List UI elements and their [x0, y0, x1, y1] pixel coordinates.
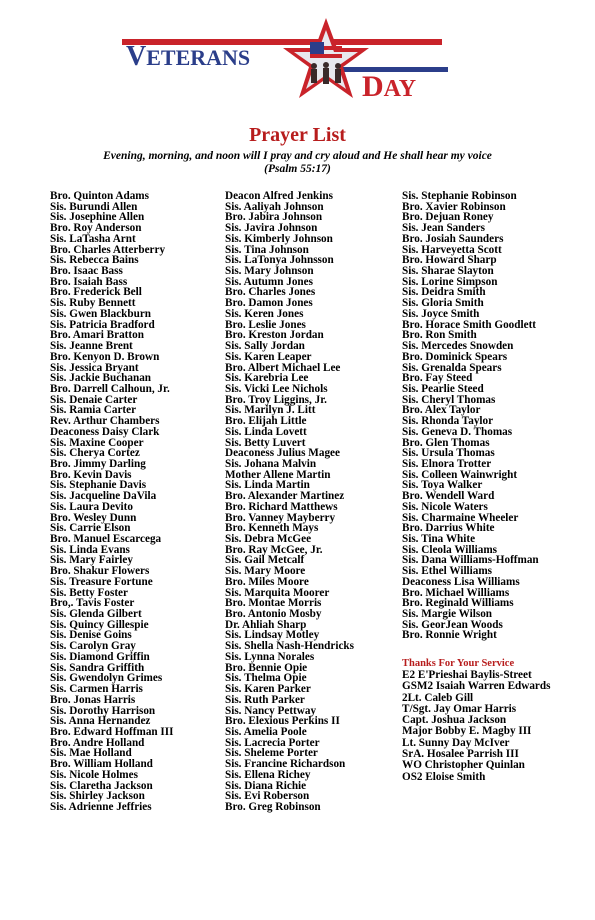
list-item: Sis. Grenalda Spears [402, 361, 502, 374]
prayer-list-column-2 [225, 191, 354, 813]
list-item: Bro. Darrius White [402, 522, 495, 535]
list-item: Sis. Ruby Bennett [50, 297, 136, 310]
logo-word-veterans-rest: ETERANS [146, 45, 251, 70]
list-item: Sis. Mercedes Snowden [402, 340, 514, 353]
list-item: Sis. Linda Lovett [225, 425, 307, 438]
list-item: Sis. Anna Hernandez [50, 715, 151, 728]
list-item: Sis. Margie Wilson [402, 608, 493, 621]
list-item: Bro. Jabira Johnson [225, 211, 323, 224]
list-item: Bro. Fay Steed [402, 372, 473, 385]
list-item: Bro. Reginald Williams [402, 597, 514, 610]
list-item: Sis. Mary Fairley [50, 554, 133, 567]
list-item: Bro. Richard Matthews [225, 500, 338, 513]
list-item: Bro. Dejuan Roney [402, 211, 494, 224]
list-item: Sis. Adrienne Jeffries [50, 800, 152, 813]
list-item: Sis. Laura Devito [50, 500, 133, 513]
list-item: Deacon Alfred Jenkins [225, 190, 333, 202]
list-item: Sis. Denise Goins [50, 629, 132, 642]
list-item: Sis. Treasure Fortune [50, 575, 153, 588]
list-item: Bro. William Holland [50, 758, 153, 771]
list-item: Sis. Dana Williams-Hoffman [402, 554, 539, 567]
list-item: Bro. Vanney Mayberry [225, 511, 336, 524]
list-item: Bro. Darrell Calhoun, Jr. [50, 382, 170, 395]
list-item: Bro. Quinton Adams [50, 190, 149, 202]
list-item: Bro. Edward Hoffman III [50, 725, 174, 738]
list-item: Sis. Jackie Buchanan [50, 372, 152, 385]
list-item: Sis. Shirley Jackson [50, 790, 145, 803]
list-item: Bro. Frederick Bell [50, 286, 142, 299]
list-item: Bro. Wesley Dunn [50, 511, 137, 524]
list-item: Sis. Jessica Bryant [50, 361, 139, 374]
list-item: Sis. Josephine Allen [50, 211, 145, 224]
list-item: Sis. Amelia Poole [225, 725, 307, 738]
veterans-day-logo [120, 12, 450, 104]
list-item: Bro. Amari Bratton [50, 329, 144, 342]
list-item: Sis. Colleen Wainwright [402, 468, 518, 481]
list-item: Sis. Tina White [402, 533, 476, 545]
list-item: Bro,. Tavis Foster [50, 597, 135, 610]
list-item: WO Christopher Quinlan [402, 759, 525, 772]
list-item: Sis. Mary Moore [225, 565, 306, 578]
list-item: Sis. LaTasha Arnt [50, 232, 136, 245]
list-item: Sis. Carrie Elson [50, 522, 131, 535]
list-item: Deaconess Daisy Clark [50, 425, 160, 438]
verse-text: Evening, morning, and noon will I pray and cry aloud and He shall hear my voice [103, 150, 492, 162]
list-item: OS2 Eloise Smith [402, 770, 486, 783]
list-item: GSM2 Isaiah Warren Edwards [402, 680, 551, 693]
list-item: Bro. Glen Thomas [402, 436, 490, 449]
list-item: Sis. Mary Johnson [225, 265, 314, 278]
list-item: Sis. Javira Johnson [225, 222, 318, 235]
list-item: Sis. Rhonda Taylor [402, 415, 494, 428]
list-item: Bro. Antonio Mosby [225, 608, 322, 621]
list-item: Sis. Aaliyah Johnson [225, 200, 324, 213]
list-item: Bro. Kenyon D. Brown [50, 350, 160, 363]
scripture-verse [40, 150, 555, 176]
list-item: Sis. Linda Martin [225, 479, 310, 492]
list-item: Sis. Carolyn Gray [50, 640, 136, 653]
list-item: Sis. Betty Foster [50, 586, 128, 599]
list-item: Sis. Carmen Harris [50, 683, 143, 696]
list-item: Sis. Sheleme Porter [225, 747, 318, 760]
list-item: Sis. Lindsay Motley [225, 629, 320, 642]
list-item: Sis. Burundi Allen [50, 200, 138, 213]
list-item: Sis. Geneva D. Thomas [402, 425, 513, 438]
list-item: Sis. Ursula Thomas [402, 447, 495, 460]
list-item: Bro. Wendell Ward [402, 490, 495, 503]
list-item: Sis. Jeanne Brent [50, 340, 133, 353]
list-item: Sis. Pearlie Steed [402, 382, 484, 395]
list-item: Sis. Karen Leaper [225, 350, 312, 363]
list-item: Bro. Ronnie Wright [402, 629, 497, 642]
list-item: Sis. Shella Nash-Hendricks [225, 640, 354, 653]
list-item: Sis. Patricia Bradford [50, 318, 155, 331]
list-item: Sis. Denaie Carter [50, 393, 138, 406]
list-item: Bro. Kevin Davis [50, 468, 132, 481]
list-item: Bro. Jonas Harris [50, 693, 136, 706]
list-item: Bro. Charles Jones [225, 286, 316, 299]
list-item: Bro. Shakur Flowers [50, 565, 150, 578]
list-item: Sis. Sharae Slayton [402, 265, 494, 278]
list-item: Sis. Tina Johnson [225, 243, 309, 256]
list-item: Sis. Gwendolyn Grimes [50, 672, 163, 685]
list-item: Bro. Xavier Robinson [402, 200, 506, 213]
list-item: Sis. Karen Parker [225, 683, 311, 696]
list-item: Sis. Lacrecia Porter [225, 736, 320, 749]
list-item: Bro. Dominick Spears [402, 350, 508, 363]
list-item: Sis. Cherya Cortez [50, 447, 140, 460]
list-item: Sis. Evi Roberson [225, 790, 310, 803]
list-item: Sis. Mae Holland [50, 747, 132, 760]
thanks-for-service-heading: Thanks For Your Service [402, 658, 515, 669]
list-item: Sis. Johana Malvin [225, 457, 317, 470]
list-item: Sis. Ruth Parker [225, 693, 305, 706]
list-item: Bro. Manuel Escarcega [50, 533, 162, 545]
list-item: Rev. Arthur Chambers [50, 415, 160, 428]
list-item: Bro. Charles Atterberry [50, 243, 166, 256]
list-item: Major Bobby E. Magby III [402, 725, 532, 738]
list-item: Bro. Josiah Saunders [402, 232, 504, 245]
list-item: Bro. Elexious Perkins II [225, 715, 340, 728]
prayer-list-column-3 [402, 191, 539, 641]
logo-word-day-rest: AY [383, 76, 417, 102]
star-flag-soldiers-icon [280, 16, 372, 100]
list-item: Sis. Autumn Jones [225, 275, 313, 288]
list-item: Bro. Jimmy Darling [50, 457, 146, 470]
list-item: T/Sgt. Jay Omar Harris [402, 702, 517, 715]
logo-word-veterans: VETERANS [126, 41, 251, 72]
list-item: Sis. Karebria Lee [225, 372, 309, 385]
list-item: Bro. Miles Moore [225, 575, 309, 588]
list-item: Sis. Keren Jones [225, 307, 304, 320]
list-item: Sis. LaTonya Johnsson [225, 254, 334, 267]
list-item: Sis. Cleola Williams [402, 543, 498, 556]
list-item: Bro. Ron Smith [402, 329, 477, 342]
list-item: Sis. Gail Metcalf [225, 554, 305, 567]
list-item: Bro. Ray McGee, Jr. [225, 543, 323, 556]
list-item: Sis. Sandra Griffith [50, 661, 145, 674]
list-item: Sis. Kimberly Johnson [225, 232, 333, 245]
list-item: Sis. Quincy Gillespie [50, 618, 149, 631]
list-item: Sis. Ellena Richey [225, 768, 311, 781]
list-item: Deaconess Julius Magee [225, 447, 340, 460]
list-item: Sis. Linda Evans [50, 543, 130, 556]
list-item: Sis. Stephanie Robinson [402, 190, 517, 202]
list-item: Sis. Nicole Holmes [50, 768, 138, 781]
list-item: Bro. Albert Michael Lee [225, 361, 341, 374]
list-item: Bro. Isaiah Bass [50, 275, 128, 288]
list-item: E2 E'Prieshai Baylis-Street [402, 669, 532, 681]
list-item: Sis. Betty Luvert [225, 436, 306, 449]
list-item: Sis. Marilyn J. Litt [225, 404, 316, 417]
list-item: Sis. GeorJean Woods [402, 618, 503, 631]
list-item: Sis. Thelma Opie [225, 672, 307, 685]
list-item: Sis. Jacqueline DaVila [50, 490, 157, 503]
list-item: Sis. Glenda Gilbert [50, 608, 142, 621]
list-item: Bro. Elijah Little [225, 415, 307, 428]
list-item: Sis. Francine Richardson [225, 758, 346, 771]
list-item: Bro. Leslie Jones [225, 318, 306, 331]
list-item: Bro. Alex Taylor [402, 404, 481, 417]
list-item: Sis. Nancy Pettway [225, 704, 317, 717]
logo-word-day: DAY [362, 70, 417, 103]
list-item: SrA. Hosalee Parrish III [402, 748, 519, 761]
list-item: Sis. Lorine Simpson [402, 275, 498, 288]
list-item: Bro. Troy Liggins, Jr. [225, 393, 327, 406]
list-item: Sis. Sally Jordan [225, 340, 305, 353]
list-item: Sis. Maxine Cooper [50, 436, 144, 449]
verse-reference: (Psalm 55:17) [264, 163, 331, 175]
list-item: Bro. Damon Jones [225, 297, 313, 310]
list-item: Sis. Cheryl Thomas [402, 393, 496, 406]
list-item: Sis. Dorothy Harrison [50, 704, 156, 717]
list-item: Sis. Marquita Moorer [225, 586, 330, 599]
prayer-list-column-1 [50, 191, 174, 813]
list-item: Sis. Diana Richie [225, 779, 307, 792]
list-item: Sis. Rebecca Bains [50, 254, 139, 267]
list-item: Sis. Toya Walker [402, 479, 483, 492]
list-item: Sis. Harveyetta Scott [402, 243, 502, 256]
list-item: Bro. Isaac Bass [50, 265, 123, 278]
list-item: 2Lt. Caleb Gill [402, 691, 474, 704]
list-item: Sis. Diamond Griffin [50, 650, 150, 663]
list-item: Bro. Kenneth Mays [225, 522, 319, 535]
list-item: Bro. Kreston Jordan [225, 329, 324, 342]
list-item: Deaconess Lisa Williams [402, 575, 520, 588]
list-item: Bro. Greg Robinson [225, 800, 321, 813]
list-item: Bro. Alexander Martinez [225, 490, 345, 503]
list-item: Bro. Michael Williams [402, 586, 510, 599]
list-item: Sis. Vicki Lee Nichols [225, 382, 328, 395]
list-item: Sis. Joyce Smith [402, 307, 480, 320]
list-item: Sis. Gwen Blackburn [50, 307, 152, 320]
list-item: Sis. Deidra Smith [402, 286, 486, 299]
list-item: Bro. Horace Smith Goodlett [402, 318, 537, 331]
list-item: Mother Allene Martin [225, 468, 331, 481]
list-item: Sis. Jean Sanders [402, 222, 485, 235]
list-item: Dr. Ahliah Sharp [225, 618, 307, 631]
list-item: Bro. Roy Anderson [50, 222, 142, 235]
service-members-list [402, 670, 550, 783]
list-item: Sis. Stephanie Davis [50, 479, 147, 492]
list-item: Sis. Ramia Carter [50, 404, 137, 417]
list-item: Bro. Andre Holland [50, 736, 145, 749]
list-item: Sis. Charmaine Wheeler [402, 511, 519, 524]
list-item: Bro. Howard Sharp [402, 254, 497, 267]
page-title: Prayer List [249, 124, 346, 146]
list-item: Bro. Bennie Opie [225, 661, 308, 674]
list-item: Sis. Elnora Trotter [402, 457, 492, 470]
list-item: Sis. Debra McGee [225, 533, 312, 545]
list-item: Capt. Joshua Jackson [402, 714, 507, 727]
list-item: Lt. Sunny Day McIver [402, 736, 510, 749]
list-item: Sis. Gloria Smith [402, 297, 484, 310]
list-item: Sis. Lynna Norales [225, 650, 315, 663]
list-item: Bro. Montae Morris [225, 597, 322, 610]
list-item: Sis. Ethel Williams [402, 565, 493, 578]
list-item: Sis. Nicole Waters [402, 500, 488, 513]
list-item: Sis. Claretha Jackson [50, 779, 153, 792]
